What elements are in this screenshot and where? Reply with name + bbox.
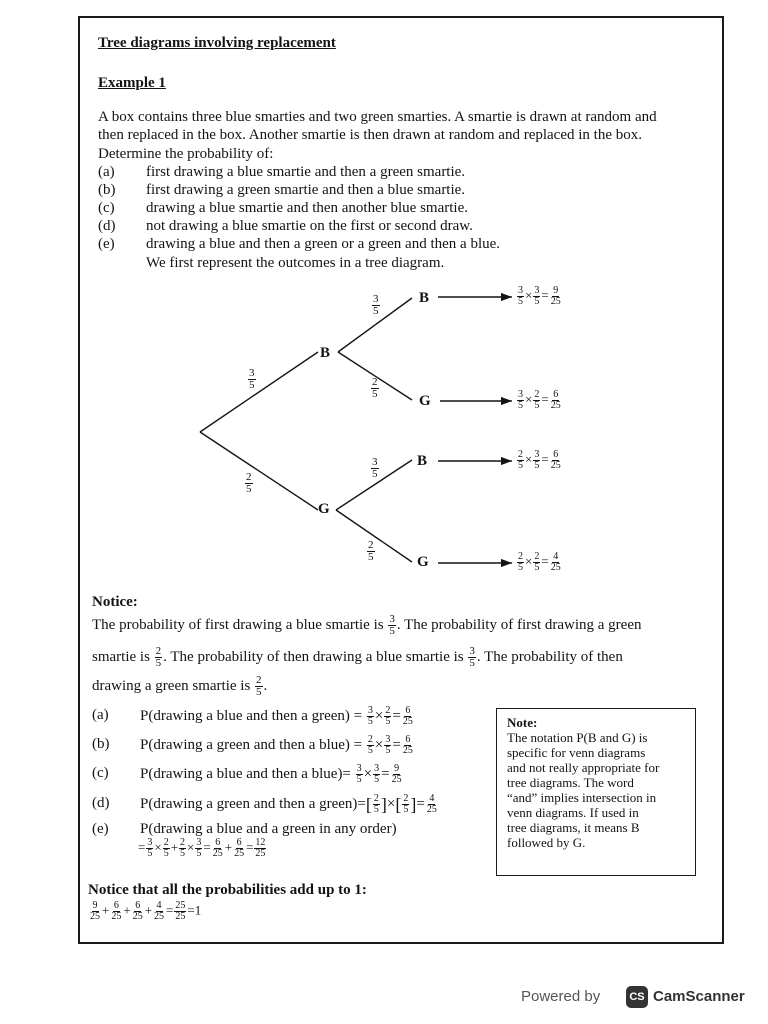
- question-label: (d): [98, 218, 116, 234]
- question-text: first drawing a green smartie and then a blue smartie.: [146, 182, 466, 198]
- note-title: Note:: [507, 715, 538, 730]
- branch-first-blue: [200, 352, 318, 432]
- prob-first-green: $\frac{2}{5}$: [246, 471, 252, 495]
- prob-first-blue: $\frac{3}{5}$: [249, 367, 255, 391]
- intro-line-3: Determine the probability of:: [98, 146, 274, 162]
- node-bb: B: [419, 290, 430, 306]
- sum-heading: Notice that all the probabilities add up to 1:: [88, 882, 367, 898]
- result-gb: $\frac{2}{5}$ × $\frac{3}{5}$ = $\frac{6}{25}$: [518, 449, 561, 471]
- node-bg: G: [419, 393, 431, 409]
- result-gg: $\frac{2}{5}$ × $\frac{2}{5}$ = $\frac{4}{25}$: [518, 551, 561, 573]
- note-line: “and” implies intersection in: [507, 790, 657, 805]
- result-bg: $\frac{3}{5}$ × $\frac{2}{5}$ = $\frac{6}{25}$: [518, 389, 561, 411]
- question-label: (e): [98, 236, 115, 252]
- result-bb: $\frac{3}{5}$ × $\frac{3}{5}$ = $\frac{9}{25}$: [518, 285, 561, 307]
- prob-bg: $\frac{2}{5}$: [372, 376, 378, 400]
- intro-line-1: A box contains three blue smarties and two green smarties. A smartie is drawn at random and: [98, 109, 657, 125]
- notice-line-2: smartie is $\frac{2}{5}$ . The probability of then drawing a blue smartie is $\frac{3}{5}$ . The probability of then: [92, 645, 623, 669]
- sum-equation: $\frac{9}{25}$ + $\frac{6}{25}$ + $\frac{6}{25}$ + $\frac{4}{25}$ = $\frac{25}{25}$ =1: [90, 900, 202, 922]
- note-box: [496, 708, 696, 876]
- node-gb: B: [417, 453, 428, 469]
- prob-gg: $\frac{2}{5}$: [368, 539, 374, 563]
- note-line: specific for venn diagrams: [507, 745, 646, 760]
- example-heading: Example 1: [98, 75, 166, 91]
- note-line: and not really appropriate for: [507, 760, 660, 775]
- node-first-green: G: [318, 501, 330, 517]
- document-title: Tree diagrams involving replacement: [98, 35, 336, 51]
- branch-first-green: [200, 432, 318, 510]
- question-text: not drawing a blue smartie on the first or second draw.: [146, 218, 473, 234]
- notice-line-3: drawing a green smartie is $\frac{2}{5}$ .: [92, 674, 268, 698]
- node-gg: G: [417, 554, 429, 570]
- note-line: The notation P(B and G) is: [507, 730, 648, 745]
- intro-line-2: then replaced in the box. Another smartie is then drawn at random and replaced in the box.: [98, 127, 642, 143]
- question-label: (c): [98, 200, 115, 216]
- note-line: followed by G.: [507, 835, 586, 850]
- node-first-blue: B: [320, 345, 331, 361]
- camscanner-logo-icon: CS: [626, 986, 648, 1008]
- question-text: first drawing a blue smartie and then a green smartie.: [146, 164, 466, 180]
- question-label: (a): [98, 164, 115, 180]
- powered-by-text: Powered by: [521, 988, 601, 1005]
- notice-line-1: The probability of first drawing a blue smartie is $\frac{3}{5}$ . The probability of first drawing a green: [92, 613, 642, 637]
- question-text: drawing a blue smartie and then another blue smartie.: [146, 200, 468, 216]
- question-label: (b): [98, 182, 116, 198]
- prob-bb: $\frac{3}{5}$: [373, 293, 379, 317]
- note-line: tree diagrams, it means B: [507, 820, 640, 835]
- tree-intro: We first represent the outcomes in a tree diagram.: [146, 255, 445, 271]
- note-line: tree diagrams. The word: [507, 775, 634, 790]
- prob-gb: $\frac{3}{5}$: [372, 456, 378, 480]
- question-text: drawing a blue and then a green or a green and then a blue.: [146, 236, 501, 252]
- answer-e-working: = $\frac{3}{5}$ × $\frac{2}{5}$ + $\frac{2}{5}$ × $\frac{3}{5}$ = $\frac{6}{25}$ + $\frac{6}{25}$ = $\frac{12}{25}$: [138, 837, 266, 859]
- note-line: venn diagrams. If used in: [507, 805, 639, 820]
- camscanner-brand: CamScanner: [653, 988, 745, 1005]
- notice-heading: Notice:: [92, 594, 138, 610]
